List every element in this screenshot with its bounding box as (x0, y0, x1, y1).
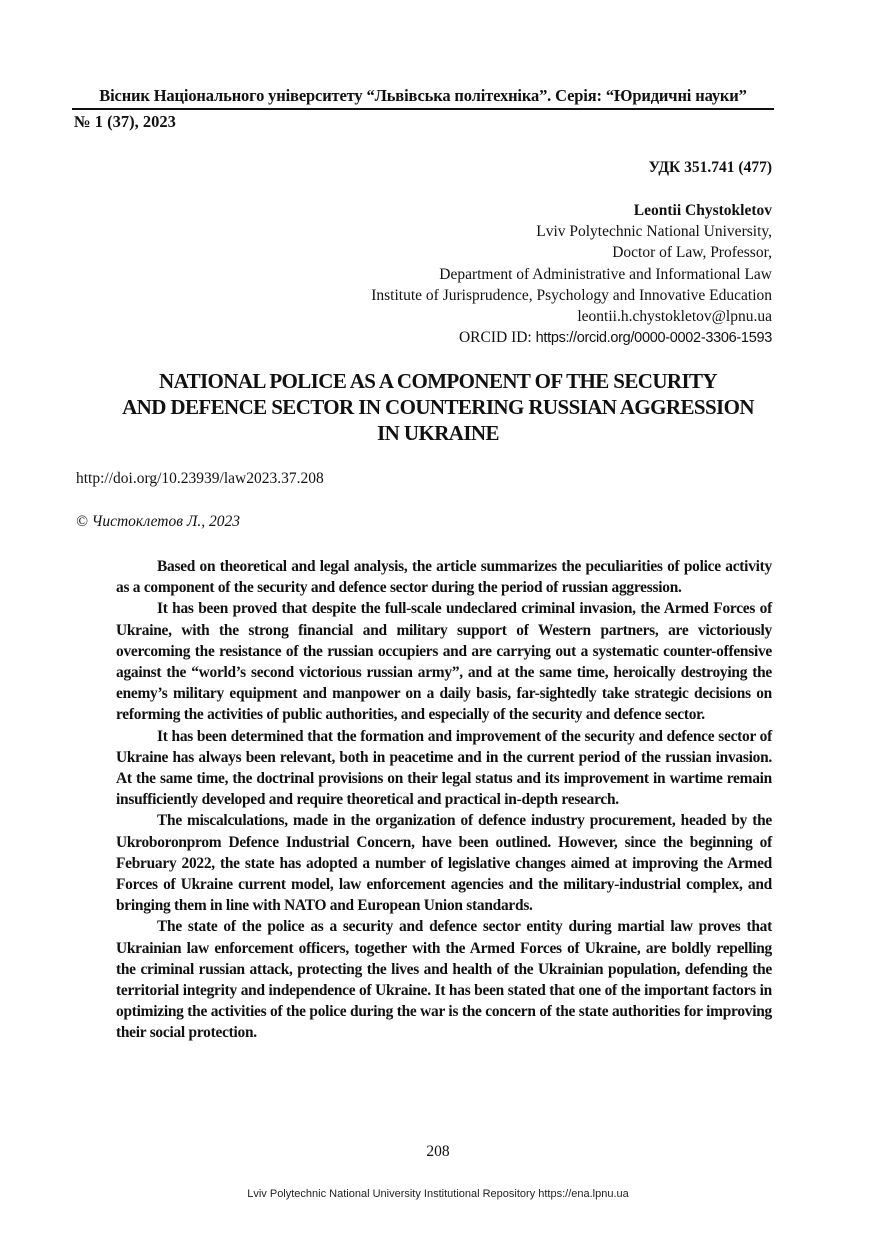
doi-link[interactable]: http://doi.org/10.23939/law2023.37.208 (76, 470, 324, 487)
author-email[interactable]: leontii.h.chystokletov@lpnu.ua (577, 308, 772, 326)
author-block (371, 200, 772, 349)
article-title-line: AND DEFENCE SECTOR IN COUNTERING RUSSIAN AGGRESSION (122, 395, 754, 419)
orcid-link[interactable]: https://orcid.org/0000-0002-3306-1593 (535, 330, 772, 347)
author-degree: Doctor of Law, Professor, (612, 244, 772, 262)
abstract-paragraph: The state of the police as a security and defence sector entity during martial law proves that Ukrainian law enforcement officers, together with the Armed Forces of Ukraine, are boldly repelling the criminal russian attack, protecting the lives and health of the Ukrainian population, defending the territorial integrity and independence of Ukraine. It has been stated that one of the important factors in optimizing the activities of the police during the war is the concern of the state authorities for improving their social protection. (116, 918, 772, 1042)
author-institute: Institute of Jurisprudence, Psychology and Innovative Education (371, 286, 772, 304)
orcid-label: ORCID ID: (458, 329, 536, 347)
article-title (60, 368, 816, 446)
author-name: Leontii Chystokletov (633, 202, 772, 219)
author-university: Lviv Polytechnic National University, (536, 223, 772, 241)
header-rule (72, 108, 774, 110)
journal-title: Вісник Національного університету “Львівська політехніка”. Серія: “Юридичні науки” (99, 86, 747, 105)
copyright-notice: © Чистоклетов Л., 2023 (76, 513, 240, 530)
abstract-paragraph: The miscalculations, made in the organization of defence industry procurement, headed by the Ukroboronprom Defence Industrial Concern, have been outlined. However, since the beginning of February 2022, the state has adopted a number of legislative changes aimed at improving the Armed Forces of Ukraine current model, law enforcement agencies and the military-industrial complex, and bringing them in line with NATO and European Union standards. (116, 812, 772, 915)
article-title-line: IN UKRAINE (377, 421, 499, 445)
article-title-line: NATIONAL POLICE AS A COMPONENT OF THE SECURITY (159, 369, 717, 393)
udc-code: УДК 351.741 (477) (648, 159, 772, 176)
abstract-paragraph: It has been determined that the formation and improvement of the security and defence sector of Ukraine has always been relevant, both in peacetime and in the current period of the russian invasion. At the same time, the doctrinal provisions on their legal status and its improvement in wartime remain insufficiently developed and require theoretical and practical in-depth research. (116, 727, 772, 809)
page-number: 208 (426, 1143, 450, 1160)
issue-number: № 1 (37), 2023 (74, 112, 176, 131)
author-department: Department of Administrative and Informational Law (439, 265, 772, 283)
abstract-paragraph: It has been proved that despite the full-scale undeclared criminal invasion, the Armed Forces of Ukraine, with the strong financial and military support of Western partners, are victoriously overcoming the resistance of the russian occupiers and are carrying out a systematic counter-offensive against the “world’s second victorious russian army”, and at the same time, heroically destroying the enemy’s military equipment and manpower on a daily basis, far-sightedly take strategic decisions on reforming the activities of public authorities, and especially of the security and defence sector. (116, 600, 772, 724)
repository-footer: Lviv Polytechnic National University Institutional Repository https://ena.lpnu.ua (247, 1188, 629, 1200)
abstract-paragraph: Based on theoretical and legal analysis, the article summarizes the peculiarities of police activity as a component of the security and defence sector during the period of russian aggression. (116, 558, 772, 597)
abstract (116, 556, 772, 1044)
author-orcid (371, 327, 772, 349)
